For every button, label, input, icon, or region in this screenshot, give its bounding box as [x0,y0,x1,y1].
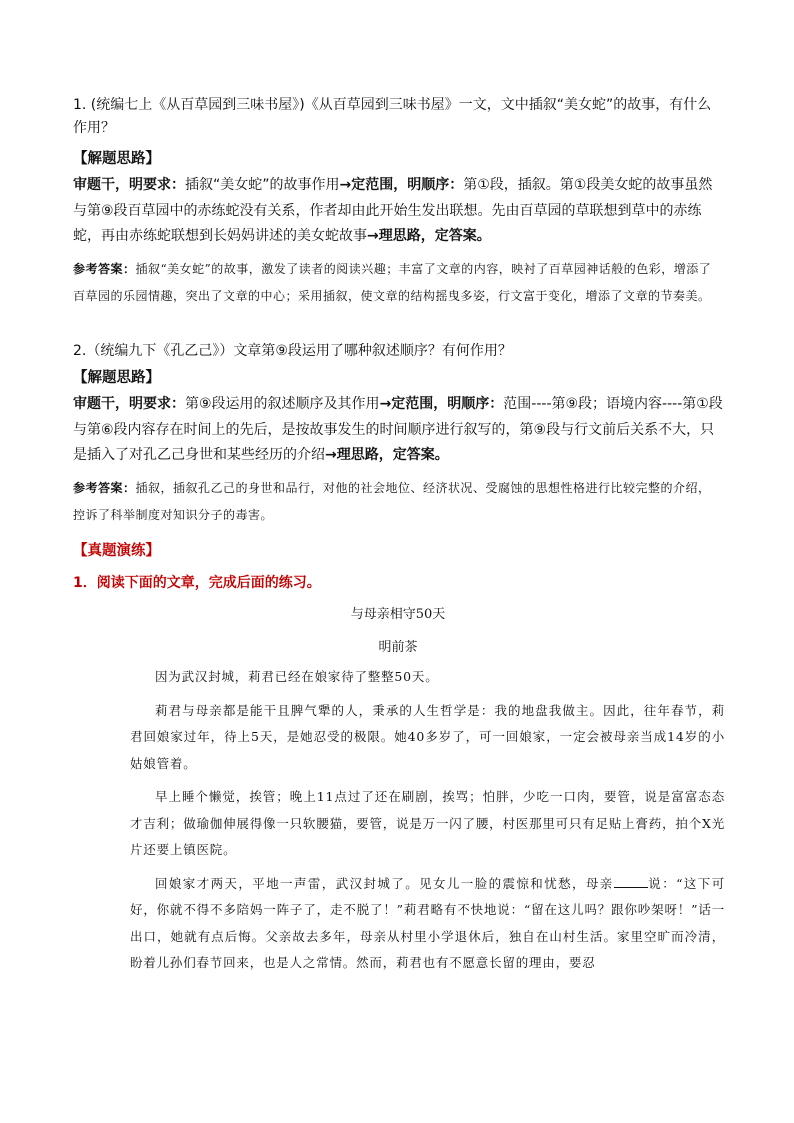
answer-label: 参考答案： [73,481,136,495]
step-text-2: 范围----第⑨段；语境内容----第①段与第⑥段内容存在时间上的先后，是按故事发生的时间顺序进行叙写的，第⑨段与行文前后关系不大，只是插入了对孔乙己身世和某些经历的介绍 [73,396,723,463]
article-body [130,664,725,984]
answer-1 [73,256,723,310]
answer-text: 插叙，插叙孔乙己的身世和品行，对他的社会地位、经济状况、受腐蚀的思想性格进行比较完整的介绍，控诉了科举制度对知识分子的毒害。 [73,481,711,522]
solution-body-1 [73,173,723,250]
answer-2 [73,475,723,529]
solution-heading-1: 【解题思路】 [73,151,160,167]
article-author: 明前茶 [378,640,418,655]
question-1-text: 1. (统编七上《从百草园到三味书屋》)《从百草园到三味书屋》一文，文中插叙“美女蛇”的故事，有什么作用？ [73,97,712,136]
solution-heading-2: 【解题思路】 [73,370,160,386]
article-paragraph: 因为武汉封城，莉君已经在娘家待了整整50天。 [155,669,439,684]
step-label-1: 审题干，明要求： [73,177,185,193]
section-question: 1．阅读下面的文章，完成后面的练习。 [73,575,321,591]
step-label-1: 审题干，明要求： [73,396,185,412]
step-label-3: →理思路，定答案。 [367,228,491,244]
fill-in-blank [614,875,648,888]
article-title: 与母亲相守50天 [350,607,446,622]
question-2-text: 2.（统编九下《孔乙己》）文章第⑨段运用了哪种叙述顺序？有何作用？ [73,343,512,359]
step-text-1: 第⑨段运用的叙述顺序及其作用 [185,396,380,412]
step-text-2: 第①段，插叙。第①段美女蛇的故事虽然与第⑨段百草园中的赤练蛇没有关系，作者却由此开始生发出联想。先由百草园的草联想到草中的赤练蛇，再由赤练蛇联想到长妈妈讲述的美女蛇故事 [73,177,713,244]
paragraph-text-part: 回娘家才两天，平地一声雷，武汉封城了。见女儿一脸的震惊和忧愁，母亲 [155,875,614,891]
article-paragraph: 早上睡个懒觉，挨管；晚上11点过了还在刷剧，挨骂；怕胖，少吃一口肉，要管，说是富富态态才吉利；做瑜伽伸展得像一只软腰猫，要管，说是万一闪了腰，村医那里可只有足贴上膏药，拍个X光片还要上镇医院。 [130,789,725,857]
step-label-2: →定范围，明顺序： [339,177,464,193]
section-heading: 【真题演练】 [73,543,160,559]
step-label-2: →定范围，明顺序： [379,396,504,412]
article-paragraph [130,871,725,977]
step-label-3: →理思路，定答案。 [325,447,449,463]
answer-label: 参考答案： [73,262,136,276]
article-paragraph: 莉君与母亲都是能干且脾气犟的人，秉承的人生哲学是：我的地盘我做主。因此，往年春节，莉君回娘家过年，待上5天，是她忍受的极限。她40多岁了，可一回娘家，一定会被母亲当成14岁的小姑娘管着。 [130,702,725,771]
step-text-1: 插叙“美女蛇”的故事作用 [185,177,340,193]
paragraph-text-part: 说：“这下可好，你就不得不多陪妈一阵子了，走不脱了！”莉君略有不快地说：“留在这儿吗？跟你吵架呀！”话一出口，她就有点后悔。父亲故去多年，母亲从村里小学退休后，独自在山村生活。家里空旷而冷清，盼着儿孙们春节回来，也是人之常情。然而，莉君也有不愿意长留的理由，要忍 [130,875,725,970]
answer-text: 插叙“美女蛇”的故事，激发了读者的阅读兴趣；丰富了文章的内容，映衬了百草园神话般的色彩，增添了百草园的乐园情趣，突出了文章的中心；采用插叙，使文章的结构摇曳多姿，行文富于变化，增添了文章的节奏美。 [73,262,712,303]
solution-body-2 [73,392,723,469]
